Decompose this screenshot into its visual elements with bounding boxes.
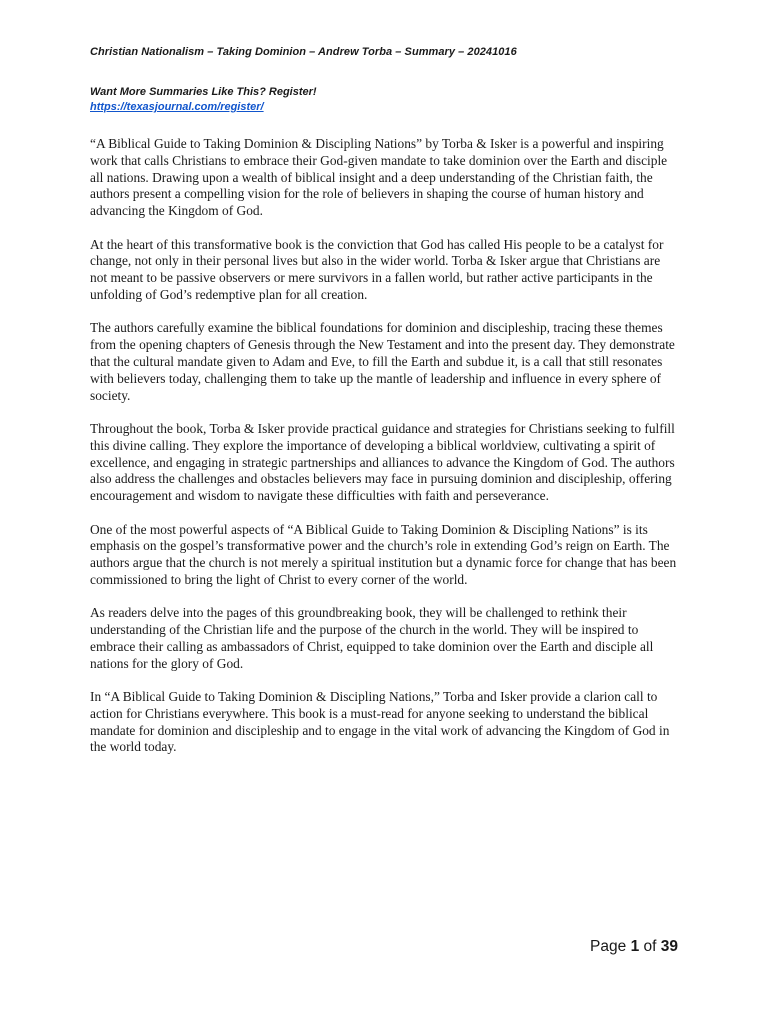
paragraph: “A Biblical Guide to Taking Dominion & Discipling Nations” by Torba & Isker is a powerful and inspiring work that calls Christians to embrace their God-given mandate to take dominion over the Earth and disciple all nations. Drawing upon a wealth of biblical insight and a deep understanding of the Christian faith, the authors present a compelling vision for the role of believers in shaping the course of human history and advancing the Kingdom of God. bbox=[90, 136, 668, 219]
promo-text: Want More Summaries Like This? Register! bbox=[90, 86, 317, 98]
page-total: 39 bbox=[660, 938, 678, 955]
page-number: 1 bbox=[630, 938, 640, 955]
promo-block bbox=[90, 85, 317, 115]
paragraph: Throughout the book, Torba & Isker provide practical guidance and strategies for Christians seeking to fulfill this divine calling. They explore the importance of developing a biblical worldview, cultivating a spirit of excellence, and engaging in strategic partnerships and alliances to advance the Kingdom of God. The authors also address the challenges and obstacles believers may face in pursuing dominion and discipleship, offering encouragement and wisdom to navigate these difficulties with faith and perseverance. bbox=[90, 420, 675, 504]
page-label: Page bbox=[590, 938, 627, 955]
paragraph: The authors carefully examine the biblical foundations for dominion and discipleship, tracing these themes from the opening chapters of Genesis through the New Testament and into the present day. They demonstrate that the cultural mandate given to Adam and Eve, to fill the Earth and subdue it, is a call that still resonates with believers today, challenging them to take up the mantle of leadership and influence in every sphere of society. bbox=[90, 320, 675, 403]
paragraph: At the heart of this transformative book is the conviction that God has called His people to be a catalyst for change, not only in their personal lives but also in the wider world. Torba & Isker argue that Christians are not meant to be passive observers or mere survivors in a fallen world, but rather active participants in the unfolding of God’s redemptive plan for all creation. bbox=[90, 236, 664, 302]
of-label: of bbox=[643, 938, 657, 955]
paragraph: As readers delve into the pages of this groundbreaking book, they will be challenged to rethink their understanding of the Christian life and the purpose of the church in the world. They will be inspired to embrace their calling as ambassadors of Christ, equipped to take dominion over the Earth and disciple all nations for the glory of God. bbox=[90, 605, 654, 671]
page-footer bbox=[590, 938, 678, 956]
page-header: Christian Nationalism – Taking Dominion – Andrew Torba – Summary – 20241016 bbox=[90, 46, 517, 58]
paragraph: In “A Biblical Guide to Taking Dominion & Discipling Nations,” Torba and Isker provide a clarion call to action for Christians everywhere. This book is a must-read for anyone seeking to understand the biblical mandate for dominion and discipleship and to engage in the vital work of advancing the Kingdom of God in the world today. bbox=[90, 689, 670, 755]
paragraph: One of the most powerful aspects of “A Biblical Guide to Taking Dominion & Discipling Nations” is its emphasis on the gospel’s transformative power and the church’s role in extending God’s reign on Earth. The authors argue that the church is not merely a spiritual institution but a dynamic force for change that has been commissioned to bring the light of Christ to every corner of the world. bbox=[90, 521, 677, 587]
register-link[interactable]: https://texasjournal.com/register/ bbox=[90, 101, 264, 113]
summary-body bbox=[90, 136, 680, 773]
